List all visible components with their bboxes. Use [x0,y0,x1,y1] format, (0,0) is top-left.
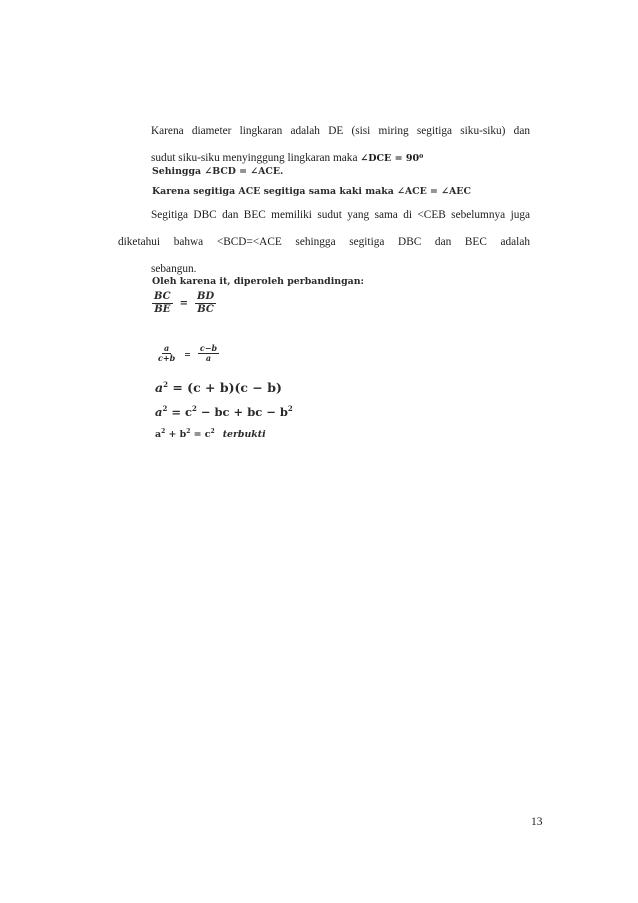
fraction-denominator: a [205,353,212,364]
fraction-c-minus-b-over-a [198,344,219,364]
ratio-a-cb [156,344,219,364]
angle-dce-equation: ∠DCE = 90⁰ [360,153,424,164]
equals-sign: = [179,297,188,309]
ratio-intro: Oleh karena it, diperoleh perbandingan: [152,276,364,287]
paragraph-diameter-line1: Karena diameter lingkaran adalah DE (sisi miring segitiga siku-siku) dan [151,125,530,137]
paragraph-similar-line3: sebangun. [151,263,197,275]
fraction-bc-over-be [152,291,173,316]
equation-a-squared-product [155,380,282,395]
var-a: a [155,380,164,395]
fraction-a-over-c-plus-b [156,344,177,364]
paragraph-similar-triangles [118,202,530,283]
var-a: a [155,405,163,419]
exponent: 2 [210,428,215,435]
fraction-bd-over-bc [195,291,216,316]
fraction-denominator: c+b [158,353,176,364]
equation-rhs-part-2: − bc + bc − b [196,405,288,419]
fraction-numerator: BC [154,291,171,302]
proved-note: terbukti [222,429,266,440]
paragraph-diameter-line2-text: sudut siku-siku menyinggung lingkaran maka [151,152,358,164]
fraction-numerator: BD [197,291,215,302]
statement-bcd-ace: Sehingga ∠BCD = ∠ACE. [152,166,284,177]
ratio-bc-be-bd-bc [152,291,216,316]
exponent: 2 [162,404,168,413]
fraction-denominator: BE [154,303,171,315]
equals-c: = c [190,429,211,440]
equation-a-squared-expanded [155,404,293,419]
fraction-denominator: BC [197,303,214,315]
page-number: 13 [531,816,543,828]
equals-sign: = [184,348,191,359]
equation-rhs-part-1: = c [167,405,192,419]
exponent: 2 [161,428,166,435]
statement-isosceles: Karena segitiga ACE segitiga sama kaki maka ∠ACE = ∠AEC [152,186,471,197]
fraction-numerator: a [163,343,170,353]
paragraph-similar-line2: juga diketahui bahwa <BCD=<ACE sehingga segitiga DBC dan BEC adalah [118,209,531,248]
paragraph-diameter [118,118,530,172]
exponent: 2 [287,404,293,413]
paragraph-similar-line1: Segitiga DBC dan BEC memiliki sudut yang sama di <CEB sebelumnya [151,209,506,221]
exponent: 2 [186,428,191,435]
plus-b: + b [165,429,187,440]
exponent: 2 [191,404,197,413]
exponent: 2 [163,380,168,389]
fraction-numerator: c−b [199,343,218,353]
var-a: a [155,429,162,440]
equation-rhs: = (c + b)(c − b) [167,380,282,395]
equation-pythagoras-proved [155,428,266,440]
